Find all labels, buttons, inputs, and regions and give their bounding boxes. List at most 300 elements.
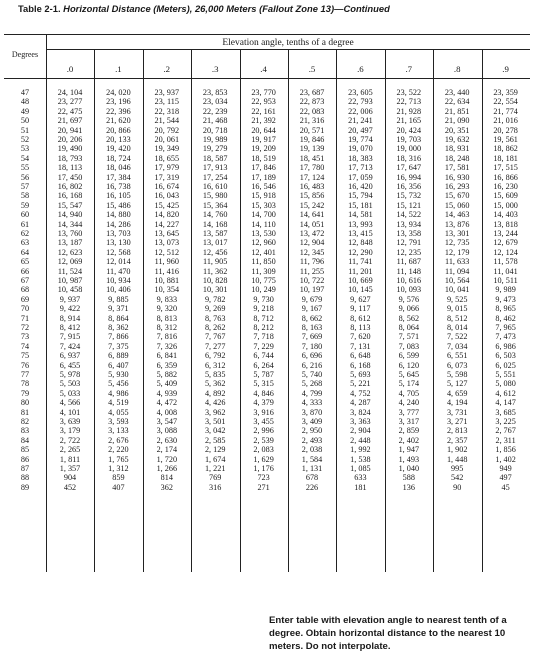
distance-cell: 10, 934	[106, 276, 131, 285]
distance-cell: 4, 008	[156, 407, 178, 417]
degree-cell: 83	[20, 426, 30, 436]
distance-cell: 17, 189	[251, 172, 276, 182]
distance-cell: 1, 992	[350, 445, 371, 455]
distance-cell: 9, 066	[398, 304, 420, 314]
distance-cell: 1, 674	[204, 454, 226, 464]
distance-cell: 4, 846	[253, 388, 274, 398]
table-row	[4, 88, 530, 97]
distance-cell: 5, 362	[204, 379, 226, 389]
distance-cell: 8, 864	[108, 313, 129, 323]
distance-cell: 5, 551	[495, 370, 516, 379]
distance-cell: 22, 318	[154, 106, 180, 116]
distance-cell: 16, 930	[444, 172, 470, 182]
column-header: .8	[453, 64, 461, 74]
distance-cell: 7, 866	[108, 332, 129, 342]
table-row	[4, 445, 530, 454]
distance-cell: 13, 993	[348, 219, 373, 229]
distance-cell: 4, 705	[398, 388, 420, 398]
distance-cell: 16, 674	[154, 182, 180, 191]
degree-cell: 62	[20, 229, 30, 238]
distance-cell: 19, 209	[251, 144, 276, 154]
distance-cell: 8, 113	[350, 323, 371, 332]
distance-cell: 3, 685	[495, 407, 516, 417]
column-header: .1	[115, 64, 122, 74]
distance-cell: 7, 083	[398, 341, 420, 351]
distance-cell: 6, 359	[156, 360, 178, 370]
distance-cell: 7, 131	[350, 341, 371, 351]
table-row	[4, 379, 530, 388]
column-rule	[240, 49, 241, 572]
table-row	[4, 135, 530, 144]
distance-cell: 16, 610	[202, 182, 228, 191]
distance-cell: 9, 422	[59, 304, 81, 314]
distance-cell: 10, 249	[251, 285, 276, 295]
distance-cell: 18, 046	[106, 163, 131, 173]
distance-cell: 4, 426	[204, 398, 226, 408]
distance-cell: 11, 470	[106, 266, 131, 276]
distance-cell: 10, 564	[444, 276, 470, 285]
distance-cell: 18, 451	[299, 153, 325, 163]
distance-cell: 16, 230	[493, 182, 518, 191]
distance-cell: 19, 703	[396, 135, 422, 144]
table-row	[4, 464, 530, 473]
distance-cell: 14, 463	[444, 210, 470, 220]
distance-cell: 23, 440	[444, 88, 470, 97]
distance-cell: 17, 713	[348, 163, 373, 173]
distance-cell: 23, 359	[493, 88, 518, 97]
table-row	[4, 267, 530, 276]
distance-cell: 13, 187	[57, 238, 83, 248]
column-rule	[482, 49, 483, 572]
distance-cell: 15, 425	[154, 200, 180, 210]
degree-cell: 85	[20, 445, 30, 455]
distance-cell: 6, 551	[446, 351, 468, 361]
distance-cell: 12, 290	[348, 247, 373, 257]
distance-cell: 6, 025	[495, 360, 516, 370]
distance-cell: 12, 904	[299, 238, 325, 248]
distance-cell: 18, 862	[493, 144, 518, 154]
distance-cell: 16, 483	[299, 182, 325, 191]
distance-cell: 2, 676	[108, 435, 129, 445]
distance-cell: 4, 519	[108, 398, 129, 408]
distance-cell: 2, 038	[301, 445, 323, 455]
distance-cell: 4, 240	[398, 398, 420, 408]
degree-cell: 88	[20, 473, 30, 483]
distance-cell: 14, 641	[299, 210, 325, 220]
distance-cell: 12, 179	[444, 247, 470, 257]
distance-cell: 2, 722	[59, 435, 81, 445]
distance-cell: 14, 820	[154, 210, 180, 220]
distance-cell: 6, 744	[253, 351, 274, 361]
distance-cell: 16, 738	[106, 182, 131, 191]
distance-cell: 13, 358	[396, 229, 422, 238]
distance-cell: 19, 846	[299, 135, 325, 144]
distance-cell: 9, 885	[108, 294, 129, 304]
distance-cell: 17, 581	[444, 163, 470, 173]
distance-cell: 5, 080	[495, 379, 516, 389]
distance-cell: 11, 094	[445, 266, 470, 276]
distance-cell: 2, 996	[253, 426, 274, 436]
distance-cell: 588	[402, 473, 415, 483]
distance-cell: 7, 915	[59, 332, 81, 342]
distance-cell: 19, 561	[493, 135, 518, 144]
distance-cell: 13, 876	[444, 219, 470, 229]
distance-cell: 9, 015	[446, 304, 468, 314]
distance-cell: 3, 455	[253, 417, 274, 426]
distance-cell: 2, 539	[253, 435, 274, 445]
distance-cell: 8, 462	[495, 313, 516, 323]
distance-cell: 22, 554	[493, 97, 518, 107]
degree-cell: 58	[20, 191, 30, 201]
table-row	[4, 314, 530, 323]
distance-cell: 3, 777	[398, 407, 420, 417]
distance-cell: 4, 379	[253, 398, 274, 408]
distance-cell: 4, 333	[301, 398, 323, 408]
distance-cell: 542	[451, 473, 464, 483]
distance-cell: 11, 148	[396, 266, 421, 276]
degree-cell: 51	[20, 125, 30, 135]
distance-cell: 7, 767	[204, 332, 226, 342]
distance-cell: 7, 229	[253, 341, 274, 351]
distance-cell: 23, 853	[202, 88, 228, 97]
degree-cell: 59	[20, 200, 30, 210]
distance-cell: 17, 647	[396, 163, 422, 173]
distance-cell: 18, 519	[251, 153, 276, 163]
distance-cell: 17, 846	[251, 163, 276, 173]
distance-cell: 19, 490	[57, 144, 83, 154]
distance-cell: 11, 362	[203, 266, 228, 276]
distance-cell: 1, 448	[446, 454, 468, 464]
distance-cell: 45	[501, 482, 510, 492]
table-row	[4, 483, 530, 492]
distance-cell: 1, 221	[204, 464, 226, 473]
distance-cell: 13, 760	[57, 229, 83, 238]
distance-cell: 3, 179	[59, 426, 81, 436]
distance-cell: 5, 409	[156, 379, 178, 389]
distance-cell: 10, 881	[154, 276, 180, 285]
column-rule	[433, 49, 434, 572]
table-row	[4, 163, 530, 172]
distance-cell: 1, 493	[398, 454, 420, 464]
distance-cell: 6, 648	[350, 351, 371, 361]
distance-cell: 4, 566	[59, 398, 81, 408]
distance-cell: 15, 547	[57, 200, 83, 210]
distance-cell: 2, 859	[398, 426, 420, 436]
distance-cell: 5, 127	[446, 379, 468, 389]
distance-cell: 2, 767	[495, 426, 516, 436]
distance-cell: 18, 181	[493, 153, 518, 163]
distance-cell: 22, 953	[251, 97, 276, 107]
distance-cell: 9, 320	[156, 304, 178, 314]
distance-cell: 20, 424	[396, 125, 422, 135]
distance-cell: 814	[160, 473, 173, 483]
distance-cell: 12, 014	[106, 257, 131, 267]
distance-cell: 362	[160, 482, 173, 492]
distance-cell: 10, 197	[299, 285, 325, 295]
table-row	[4, 220, 530, 229]
distance-cell: 6, 120	[398, 360, 420, 370]
distance-cell: 20, 206	[57, 135, 83, 144]
degree-cell: 82	[20, 417, 30, 426]
distance-cell: 19, 349	[154, 144, 180, 154]
distance-cell: 5, 645	[398, 370, 420, 379]
distance-cell: 10, 616	[396, 276, 422, 285]
distance-cell: 21, 774	[493, 106, 518, 116]
distance-cell: 10, 669	[348, 276, 373, 285]
distance-cell: 8, 412	[59, 323, 81, 332]
distance-cell: 10, 093	[396, 285, 422, 295]
distance-cell: 1, 040	[398, 464, 420, 473]
table-row	[4, 210, 530, 219]
distance-cell: 12, 512	[154, 247, 180, 257]
table-row	[4, 173, 530, 182]
distance-cell: 11, 960	[154, 257, 179, 267]
distance-cell: 15, 486	[106, 200, 131, 210]
distance-cell: 9, 269	[204, 304, 226, 314]
distance-cell: 1, 312	[108, 464, 129, 473]
distance-cell: 7, 473	[495, 332, 516, 342]
distance-cell: 13, 017	[202, 238, 228, 248]
distance-cell: 2, 585	[204, 435, 226, 445]
distance-cell: 14, 286	[106, 219, 131, 229]
distance-cell: 8, 212	[253, 323, 274, 332]
distance-cell: 21, 392	[251, 116, 276, 126]
distance-cell: 7, 034	[446, 341, 468, 351]
distance-cell: 3, 547	[156, 417, 178, 426]
distance-cell: 17, 780	[299, 163, 325, 173]
distance-cell: 136	[402, 482, 415, 492]
distance-cell: 7, 424	[59, 341, 81, 351]
degree-cell: 61	[20, 219, 30, 229]
distance-cell: 3, 824	[350, 407, 371, 417]
degree-cell: 80	[20, 398, 30, 408]
distance-cell: 18, 316	[396, 153, 422, 163]
table-row	[4, 389, 530, 398]
distance-cell: 19, 917	[251, 135, 276, 144]
distance-cell: 2, 813	[446, 426, 468, 436]
distance-cell: 8, 965	[495, 304, 516, 314]
table-row	[4, 323, 530, 332]
distance-cell: 7, 816	[156, 332, 178, 342]
distance-cell: 12, 848	[348, 238, 373, 248]
distance-cell: 21, 241	[348, 116, 373, 126]
distance-cell: 16, 802	[57, 182, 83, 191]
distance-cell: 5, 598	[446, 370, 468, 379]
distance-cell: 16, 994	[396, 172, 422, 182]
distance-cell: 8, 312	[156, 323, 178, 332]
distance-cell: 2, 493	[301, 435, 323, 445]
distance-cell: 20, 571	[299, 125, 325, 135]
distance-cell: 21, 620	[106, 116, 131, 126]
distance-cell: 13, 818	[493, 219, 518, 229]
distance-cell: 10, 511	[493, 276, 518, 285]
distance-cell: 995	[451, 464, 464, 473]
table-title	[18, 3, 390, 14]
table-row	[4, 417, 530, 426]
distance-cell: 6, 889	[108, 351, 129, 361]
table-row	[4, 229, 530, 238]
distance-cell: 16, 546	[251, 182, 276, 191]
distance-cell: 17, 515	[493, 163, 518, 173]
distance-cell: 19, 989	[202, 135, 228, 144]
degree-cell: 76	[20, 360, 30, 370]
degree-cell: 87	[20, 464, 30, 473]
distance-cell: 6, 455	[59, 360, 81, 370]
distance-cell: 20, 941	[57, 125, 83, 135]
distance-cell: 3, 409	[301, 417, 323, 426]
distance-cell: 15, 364	[202, 200, 228, 210]
column-header: .0	[66, 64, 74, 74]
table-number: Table 2-1.	[18, 3, 61, 14]
distance-cell: 20, 351	[444, 125, 470, 135]
distance-cell: 12, 456	[202, 247, 228, 257]
distance-cell: 7, 620	[350, 332, 371, 342]
table-row	[4, 426, 530, 435]
distance-cell: 769	[209, 473, 222, 483]
distance-cell: 9, 937	[59, 294, 81, 304]
distance-cell: 9, 371	[108, 304, 129, 314]
distance-cell: 11, 687	[396, 257, 421, 267]
distance-cell: 2, 950	[301, 426, 323, 436]
distance-cell: 16, 168	[57, 191, 83, 201]
distance-cell: 4, 892	[204, 388, 226, 398]
distance-cell: 6, 937	[59, 351, 81, 361]
distance-cell: 22, 083	[299, 106, 325, 116]
distance-cell: 11, 255	[299, 266, 325, 276]
distance-cell: 12, 791	[396, 238, 422, 248]
distance-cell: 13, 934	[396, 219, 422, 229]
distance-cell: 20, 866	[106, 125, 131, 135]
distance-cell: 3, 317	[398, 417, 420, 426]
distance-cell: 678	[305, 473, 319, 483]
table-row	[4, 455, 530, 464]
distance-cell: 8, 763	[204, 313, 226, 323]
distance-cell: 15, 121	[396, 200, 422, 210]
distance-cell: 15, 670	[444, 191, 470, 201]
distance-cell: 15, 856	[299, 191, 325, 201]
table-row	[4, 238, 530, 247]
distance-cell: 407	[112, 482, 125, 492]
distance-cell: 21, 165	[396, 116, 422, 126]
table-row	[4, 332, 530, 341]
distance-cell: 3, 042	[204, 426, 226, 436]
distance-cell: 859	[112, 473, 125, 483]
column-rule	[336, 49, 337, 572]
distance-cell: 8, 612	[350, 313, 371, 323]
distance-cell: 1, 131	[301, 464, 323, 473]
distance-cell: 17, 979	[154, 163, 180, 173]
distance-cell: 226	[305, 482, 319, 492]
distance-cell: 11, 796	[299, 257, 325, 267]
distance-cell: 15, 980	[202, 191, 228, 201]
distance-cell: 3, 962	[204, 407, 226, 417]
column-rule	[94, 49, 95, 572]
distance-cell: 3, 731	[446, 407, 468, 417]
distance-cell: 20, 718	[202, 125, 228, 135]
degree-cell: 68	[20, 285, 30, 295]
distance-cell: 20, 278	[493, 125, 518, 135]
distance-cell: 5, 315	[253, 379, 274, 389]
distance-cell: 904	[63, 473, 77, 483]
distance-cell: 15, 000	[493, 200, 518, 210]
degree-cell: 53	[20, 144, 30, 154]
distance-cell: 2, 265	[59, 445, 81, 455]
distance-cell: 13, 415	[348, 229, 373, 238]
distance-cell: 22, 396	[106, 106, 131, 116]
distance-cell: 4, 986	[108, 388, 129, 398]
distance-cell: 19, 632	[444, 135, 470, 144]
distance-cell: 5, 978	[59, 370, 81, 379]
distance-cell: 4, 287	[350, 398, 371, 408]
distance-cell: 7, 669	[301, 332, 323, 342]
distance-cell: 4, 147	[495, 398, 516, 408]
table-row	[4, 398, 530, 407]
distance-cell: 11, 905	[203, 257, 228, 267]
degree-cell: 65	[20, 257, 30, 267]
distance-cell: 6, 696	[301, 351, 323, 361]
distance-cell: 14, 403	[493, 210, 518, 220]
distance-cell: 9, 782	[204, 294, 226, 304]
distance-cell: 271	[257, 482, 270, 492]
distance-cell: 19, 000	[396, 144, 422, 154]
degree-cell: 63	[20, 238, 30, 248]
distance-cell: 11, 309	[251, 266, 276, 276]
degree-cell: 47	[20, 88, 30, 97]
distance-cell: 452	[63, 482, 77, 492]
degree-cell: 78	[20, 379, 30, 389]
distance-cell: 9, 218	[253, 304, 274, 314]
distance-cell: 3, 271	[446, 417, 468, 426]
distance-cell: 1, 584	[301, 454, 323, 464]
distance-cell: 23, 196	[106, 97, 131, 107]
distance-cell: 11, 633	[445, 257, 470, 267]
distance-cell: 4, 799	[301, 388, 323, 398]
distance-cell: 16, 105	[106, 191, 131, 201]
distance-cell: 21, 544	[154, 116, 180, 126]
distance-cell: 15, 303	[251, 200, 276, 210]
table-row	[4, 107, 530, 116]
distance-cell: 8, 064	[398, 323, 420, 332]
distance-cell: 9, 833	[156, 294, 178, 304]
distance-cell: 4, 612	[495, 388, 516, 398]
distance-cell: 10, 987	[57, 276, 83, 285]
distance-cell: 18, 248	[444, 153, 470, 163]
distance-cell: 10, 458	[57, 285, 83, 295]
usage-note: Enter table with elevation angle to nearest tenth of a degree. Obtain horizontal distance to the nearest 10 meters. Do not interpolate.	[269, 615, 507, 652]
degree-cell: 54	[20, 153, 30, 163]
distance-cell: 18, 655	[154, 153, 180, 163]
distance-cell: 8, 712	[253, 313, 274, 323]
degree-cell: 66	[20, 266, 30, 276]
column-header: .2	[163, 64, 171, 74]
degree-cell: 48	[20, 97, 30, 107]
column-rule	[143, 49, 144, 572]
distance-cell: 8, 014	[446, 323, 468, 332]
distance-cell: 9, 167	[301, 304, 323, 314]
distance-cell: 14, 940	[57, 210, 83, 220]
distance-cell: 20, 133	[106, 135, 131, 144]
distance-cell: 10, 828	[202, 276, 228, 285]
distance-cell: 5, 882	[156, 370, 178, 379]
distance-cell: 5, 930	[108, 370, 129, 379]
distance-cell: 3, 363	[350, 417, 371, 426]
distance-cell: 13, 703	[106, 229, 131, 238]
distance-cell: 23, 034	[202, 97, 228, 107]
distance-cell: 6, 599	[398, 351, 420, 361]
distance-cell: 21, 468	[202, 116, 228, 126]
table-row	[4, 276, 530, 285]
distance-cell: 13, 130	[106, 238, 131, 248]
